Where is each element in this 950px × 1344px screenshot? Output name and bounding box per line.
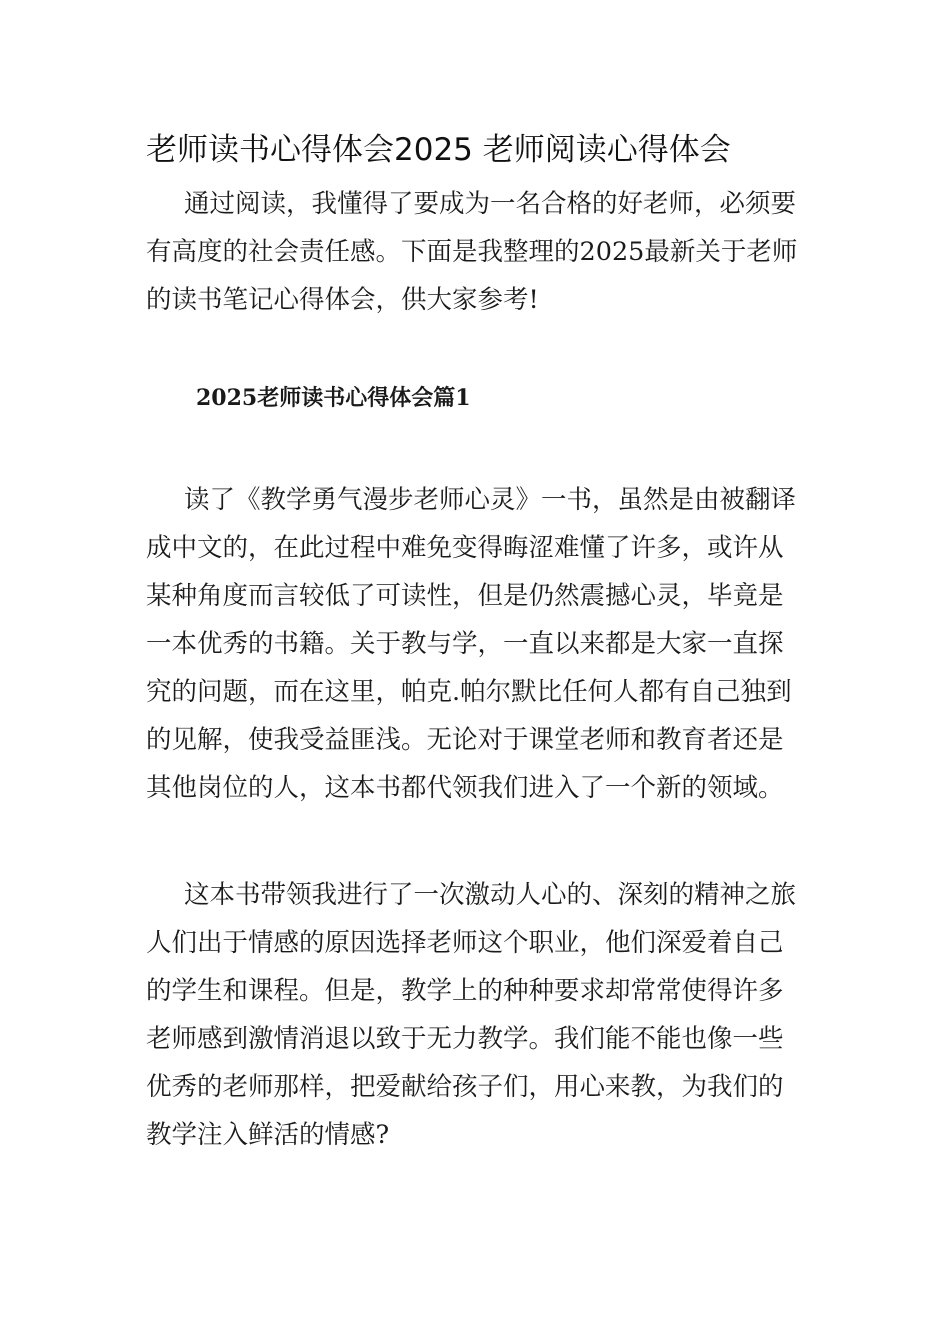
paragraph-line: 其他岗位的人，这本书都代领我们进入了一个新的领域。 — [146, 773, 784, 803]
intro-line: 通过阅读，我懂得了要成为一名合格的好老师，必须要 — [184, 189, 797, 219]
paragraph-line: 教学注入鲜活的情感? — [146, 1120, 390, 1150]
paragraph-line: 这本书带领我进行了一次激动人心的、深刻的精神之旅 — [184, 880, 797, 910]
paragraph-line: 的见解，使我受益匪浅。无论对于课堂老师和教育者还是 — [146, 725, 784, 755]
paragraph-line: 究的问题，而在这里，帕克.帕尔默比任何人都有自己独到 — [146, 677, 792, 707]
body-paragraph-1 — [146, 476, 806, 812]
intro-line: 有高度的社会责任感。下面是我整理的2025最新关于老师 — [146, 237, 798, 267]
paragraph-line: 优秀的老师那样，把爱献给孩子们，用心来教，为我们的 — [146, 1072, 784, 1102]
paragraph-line: 老师感到激情消退以致于无力教学。我们能不能也像一些 — [146, 1024, 784, 1054]
paragraph-line: 某种角度而言较低了可读性，但是仍然震撼心灵，毕竟是 — [146, 581, 784, 611]
paragraph-line: 一本优秀的书籍。关于教与学，一直以来都是大家一直探 — [146, 629, 784, 659]
paragraph-line: 的学生和课程。但是，教学上的种种要求却常常使得许多 — [146, 976, 784, 1006]
paragraph-line: 人们出于情感的原因选择老师这个职业，他们深爱着自己 — [146, 928, 784, 958]
body-paragraph-2 — [146, 871, 806, 1159]
intro-line: 的读书笔记心得体会，供大家参考! — [146, 285, 539, 315]
paragraph-line: 读了《教学勇气漫步老师心灵》一书，虽然是由被翻译 — [184, 485, 797, 515]
section-heading: 2025老师读书心得体会篇1 — [196, 385, 471, 411]
page-title: 老师读书心得体会2025 老师阅读心得体会 — [146, 132, 731, 168]
intro-paragraph — [146, 180, 806, 324]
paragraph-line: 成中文的，在此过程中难免变得晦涩难懂了许多，或许从 — [146, 533, 784, 563]
